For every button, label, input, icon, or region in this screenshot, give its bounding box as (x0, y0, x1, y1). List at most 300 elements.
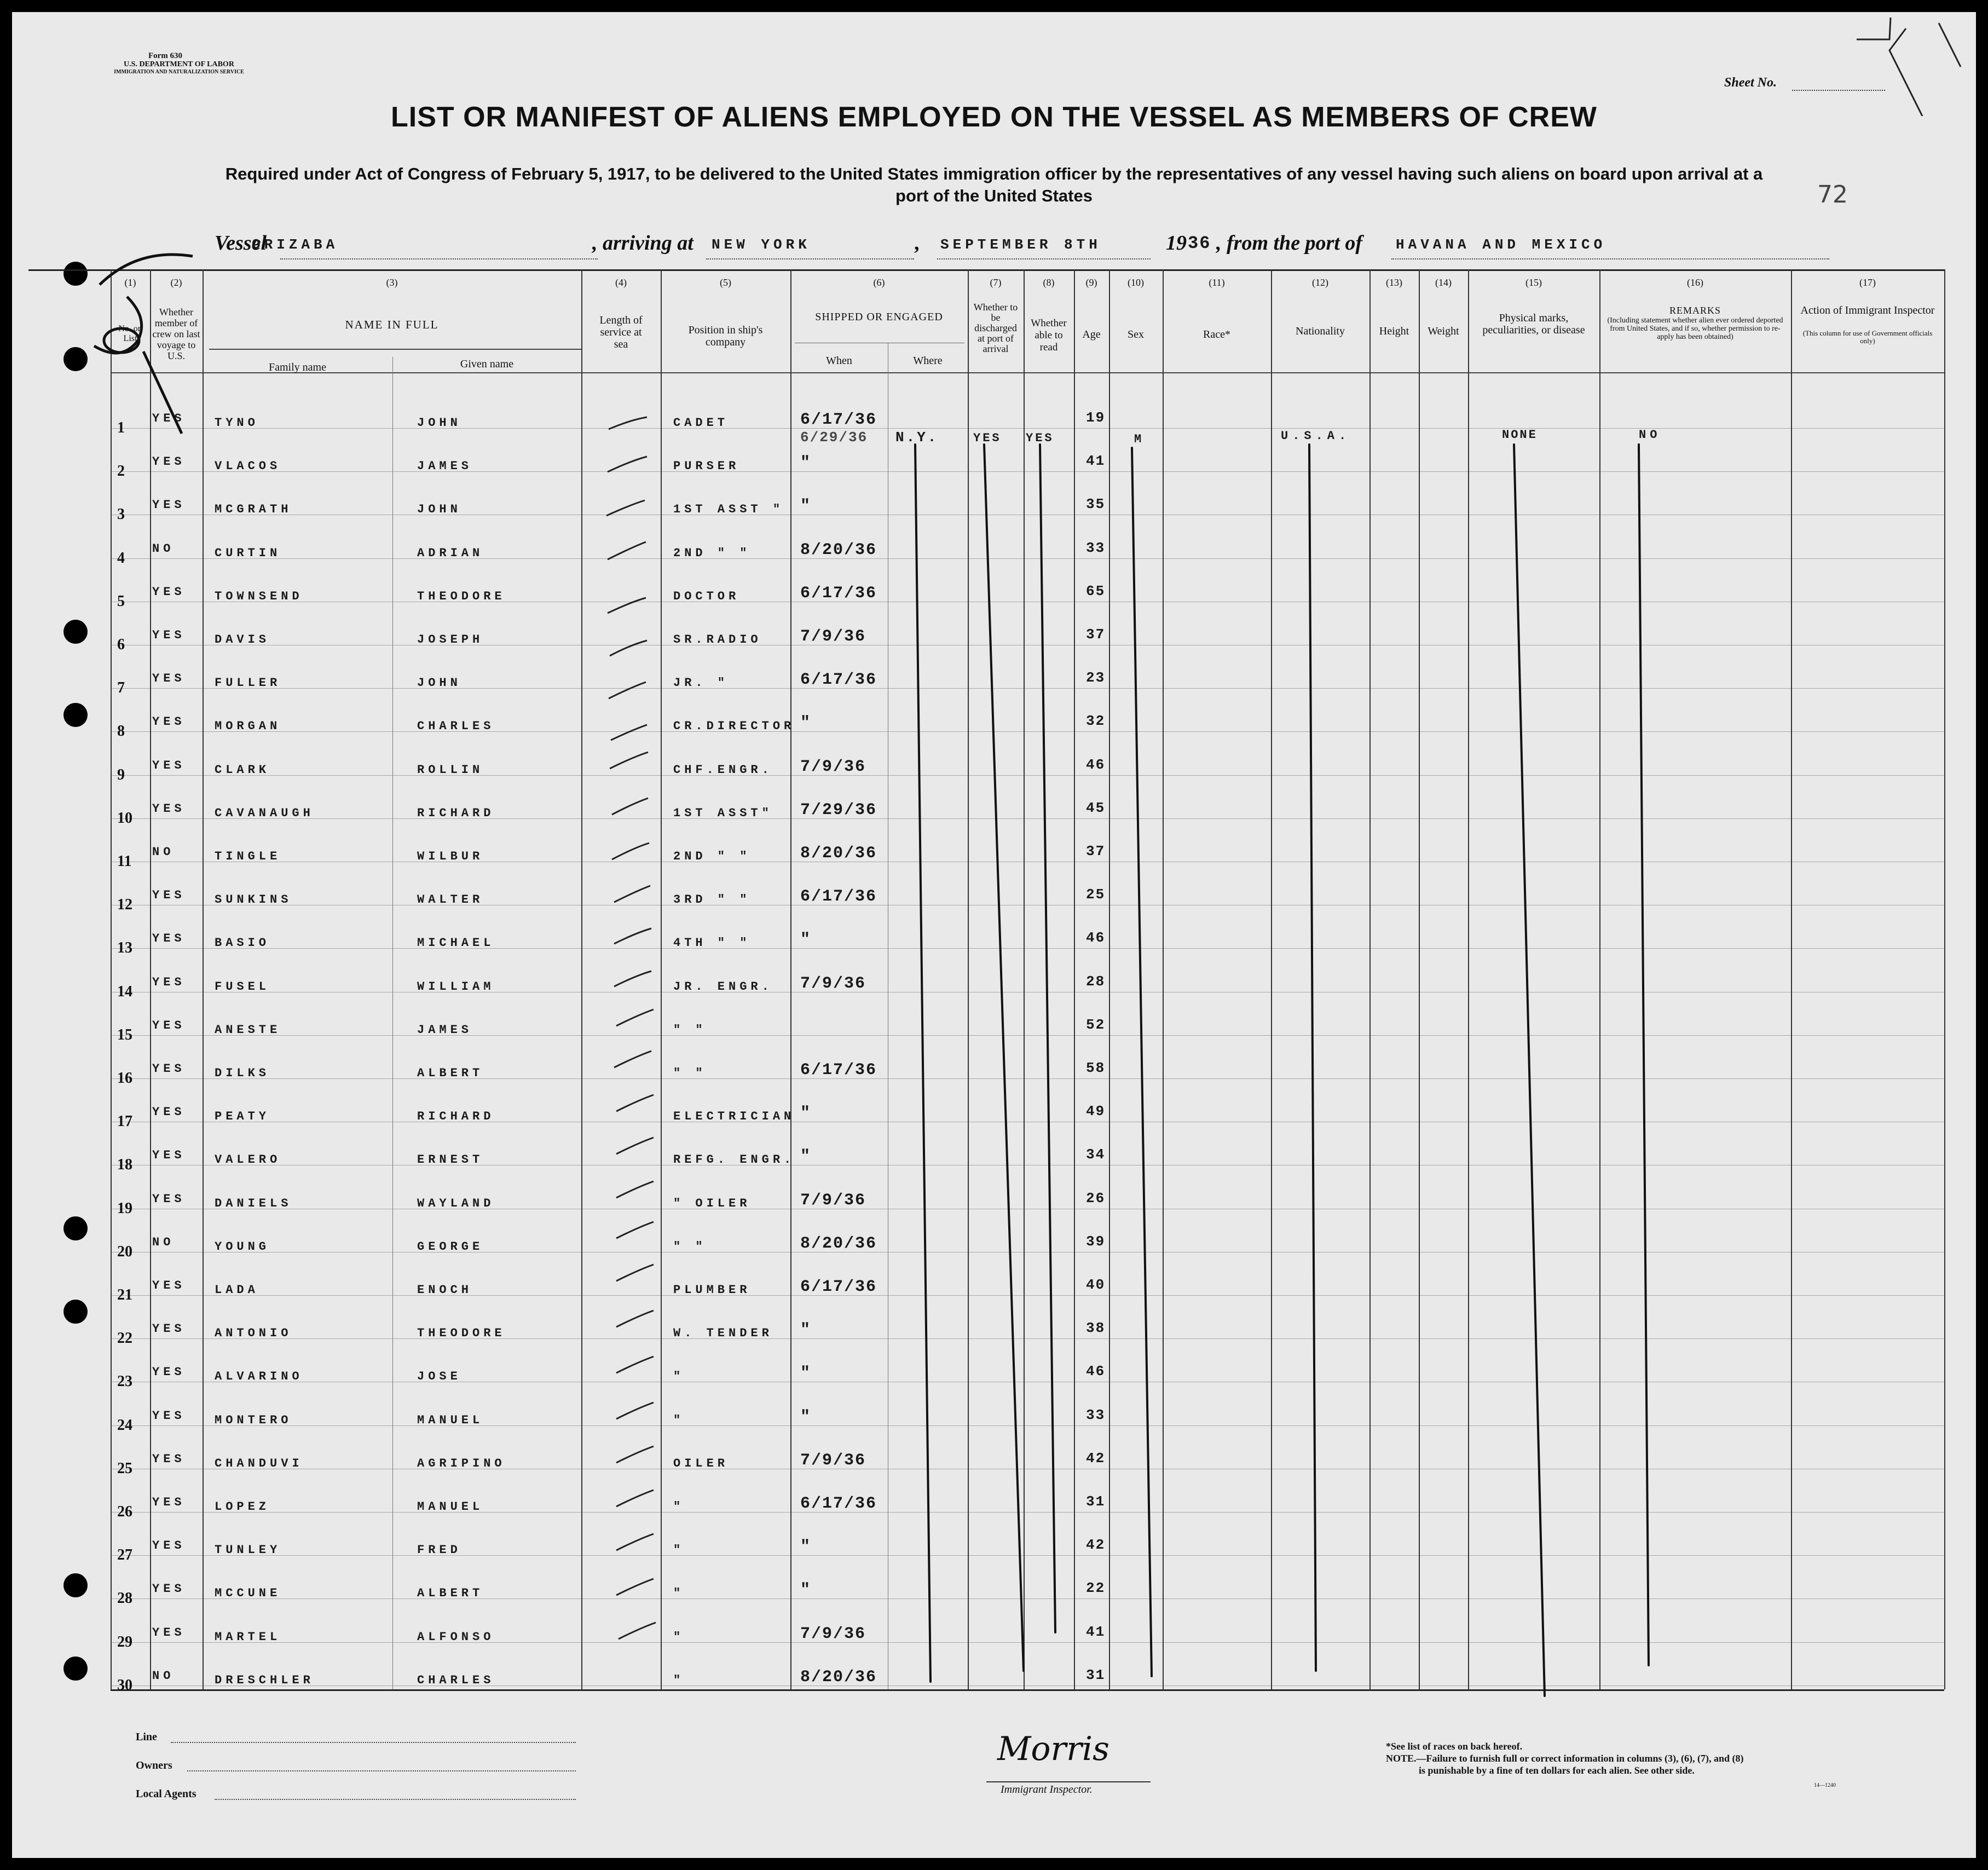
footer-owners-label: Owners (136, 1759, 172, 1771)
row-given-name: JOHN (417, 416, 461, 430)
row-position: " (673, 1500, 685, 1514)
row-position: 2ND " " (673, 546, 751, 560)
row-age: 46 (1086, 757, 1106, 773)
col-header-height: Height (1379, 325, 1409, 337)
ditto-line-read (1040, 445, 1055, 1632)
form-number: Form 630 (148, 51, 183, 60)
row1-nationality: U.S.A. (1281, 429, 1351, 443)
row-shipped-when: " (800, 1581, 812, 1600)
col-header-given-name: Given name (460, 358, 514, 370)
row-position: ELECTRICIAN (673, 1110, 795, 1123)
col-number: (15) (1525, 277, 1542, 288)
row-given-name: WILBUR (417, 850, 484, 863)
row-given-name: ADRIAN (417, 546, 484, 560)
col-header-length-of-service: Length of service at sea (599, 314, 643, 350)
row-shipped-when: 6/17/36 (800, 671, 877, 689)
row-given-name: ENOCH (417, 1283, 473, 1297)
col-number: (11) (1209, 277, 1225, 288)
row-age: 46 (1086, 930, 1106, 946)
arriving-port: NEW YORK (712, 236, 811, 253)
form-title: LIST OR MANIFEST OF ALIENS EMPLOYED ON THE VESSEL AS MEMBERS OF CREW (391, 101, 1597, 133)
row-position: PLUMBER (673, 1283, 751, 1297)
row-crew-member: NO (152, 1669, 175, 1683)
row-number: 4 (117, 550, 125, 567)
row-given-name: MICHAEL (417, 936, 495, 950)
row-crew-member: YES (152, 1539, 186, 1552)
row-family-name: DILKS (215, 1066, 270, 1080)
col-number: (8) (1043, 277, 1055, 288)
row-age: 19 (1086, 409, 1106, 426)
row-age: 33 (1086, 540, 1106, 556)
row-family-name: LADA (215, 1283, 259, 1297)
col-header-remarks: REMARKS (1669, 305, 1721, 316)
col-number: (13) (1386, 277, 1402, 288)
row-age: 31 (1086, 1667, 1106, 1683)
row-age: 22 (1086, 1580, 1106, 1596)
row-position: " (673, 1586, 685, 1600)
col-header-nationality: Nationality (1296, 325, 1345, 337)
row-crew-member: NO (152, 542, 175, 556)
col-header-name-in-full: NAME IN FULL (345, 318, 439, 331)
row-shipped-when: " (800, 1408, 812, 1427)
row-position: 4TH " " (673, 936, 751, 950)
row-crew-member: YES (152, 1148, 186, 1162)
row-position: " (673, 1543, 685, 1557)
row-number: 29 (117, 1634, 132, 1650)
row-crew-member: YES (152, 1279, 186, 1292)
row-age: 32 (1086, 713, 1106, 729)
row-number: 9 (117, 766, 125, 783)
row-shipped-when: 8/20/36 (800, 1234, 877, 1253)
manifest-sheet (12, 12, 1976, 1858)
row-shipped-when: 8/20/36 (800, 1668, 877, 1687)
row-age: 25 (1086, 886, 1106, 903)
row-age: 39 (1086, 1233, 1106, 1250)
col-number: (4) (615, 277, 627, 288)
row-family-name: TYNO (215, 416, 259, 430)
row-crew-member: YES (152, 585, 186, 599)
row-position: 3RD " " (673, 893, 751, 907)
row-given-name: FRED (417, 1543, 461, 1557)
row-crew-member: YES (152, 498, 186, 512)
row-given-name: WAYLAND (417, 1197, 495, 1210)
ditto-lines (12, 12, 1976, 1858)
row-number: 13 (117, 939, 132, 956)
footer-note-2: NOTE.—Failure to furnish full or correct information in columns (3), (6), (7), and (8) (1386, 1753, 1744, 1764)
footer-note-3: is punishable by a fine of ten dollars for each alien. See other side. (1419, 1765, 1695, 1776)
row-shipped-when: " (800, 1104, 812, 1123)
row-family-name: VALERO (215, 1153, 281, 1167)
row-position: " (673, 1413, 685, 1427)
row-number: 5 (117, 593, 125, 610)
row-number: 7 (117, 679, 125, 696)
row-age: 40 (1086, 1277, 1106, 1293)
row-position: CR.DIRECTOR (673, 719, 795, 733)
row-crew-member: NO (152, 1236, 175, 1249)
row-shipped-when: " (800, 1538, 812, 1556)
row1-when-overwrite: 6/29/36 (800, 429, 868, 446)
row-given-name: MANUEL (417, 1413, 484, 1427)
inspector-label: Immigrant Inspector. (1001, 1784, 1093, 1796)
row-crew-member: YES (152, 1192, 186, 1206)
row-age: 28 (1086, 973, 1106, 990)
col-header-crew-member: Whether member of crew on last voyage to U.S. (152, 307, 200, 361)
row-number: 27 (117, 1546, 132, 1563)
row-number: 30 (117, 1677, 132, 1694)
row-family-name: LOPEZ (215, 1500, 270, 1514)
col-header-remarks-note: (Including statement whether alien ever ordered deported from United States, and if so, whether permission to re-apply has been obtained) (1607, 316, 1783, 341)
ditto-line-remarks (1639, 445, 1649, 1665)
row-given-name: JAMES (417, 1023, 473, 1037)
row-age: 41 (1086, 453, 1106, 469)
row-family-name: SUNKINS (215, 893, 292, 907)
row-age: 42 (1086, 1537, 1106, 1553)
row-age: 31 (1086, 1493, 1106, 1510)
row-crew-member: YES (152, 802, 186, 816)
row-shipped-when: 6/17/36 (800, 1494, 877, 1513)
row-number: 26 (117, 1503, 132, 1520)
col-header-race: Race* (1203, 328, 1230, 340)
row-shipped-when: 7/9/36 (800, 758, 866, 776)
year-suffix: 36 (1188, 233, 1211, 253)
row-family-name: MORGAN (215, 719, 281, 733)
row-shipped-when: " (800, 714, 812, 732)
row-position: PURSER (673, 459, 740, 473)
row-position: 2ND " " (673, 850, 751, 863)
row-crew-member: YES (152, 1626, 186, 1640)
row-crew-member: YES (152, 888, 186, 902)
ditto-line-physical (1514, 445, 1545, 1696)
row-number: 6 (117, 636, 125, 653)
row-family-name: MCGRATH (215, 503, 292, 516)
row-family-name: FULLER (215, 676, 281, 690)
row-crew-member: YES (152, 976, 186, 989)
row-age: 58 (1086, 1060, 1106, 1076)
row-shipped-when: 6/17/36 (800, 411, 877, 429)
row-given-name: ALBERT (417, 1066, 484, 1080)
row-given-name: RICHARD (417, 1110, 495, 1123)
row-position: SR.RADIO (673, 633, 762, 647)
row-age: 33 (1086, 1407, 1106, 1423)
row-shipped-when: 7/29/36 (800, 801, 877, 819)
row-family-name: TINGLE (215, 850, 281, 863)
from-port: HAVANA AND MEXICO (1396, 236, 1606, 253)
row-number: 10 (117, 810, 132, 827)
row-age: 46 (1086, 1363, 1106, 1380)
row-family-name: DANIELS (215, 1197, 292, 1210)
col-header-action-inspector: Action of Immigrant Inspector (1800, 304, 1935, 316)
row1-read: YES (1026, 431, 1054, 445)
row1-discharged: YES (973, 431, 1002, 445)
row-family-name: DRESCHLER (215, 1673, 314, 1687)
row-crew-member: YES (152, 932, 186, 945)
col-number: (6) (873, 277, 885, 288)
row-family-name: DAVIS (215, 633, 270, 647)
row-age: 49 (1086, 1103, 1106, 1119)
signature-rule (986, 1781, 1151, 1782)
row-shipped-when: 7/9/36 (800, 1191, 866, 1210)
row-given-name: JAMES (417, 459, 473, 473)
row-crew-member: YES (152, 1409, 186, 1423)
row-given-name: JOSE (417, 1370, 461, 1383)
row-family-name: BASIO (215, 936, 270, 950)
vessel-name: ORIZABA (252, 236, 339, 253)
row-crew-member: YES (152, 759, 186, 772)
row-shipped-when: 8/20/36 (800, 541, 877, 559)
row-number: 22 (117, 1330, 132, 1347)
row-number: 2 (117, 463, 125, 480)
row-family-name: CLARK (215, 763, 270, 777)
footer-note-1: *See list of races on back hereof. (1386, 1741, 1523, 1752)
row-family-name: CURTIN (215, 546, 281, 560)
form-subtitle-1: Required under Act of Congress of February 5, 1917, to be delivered to the United States immigration officer by the representatives of any vessel having such aliens on board upon arrival at a (225, 164, 1763, 183)
col-number: (2) (170, 277, 182, 288)
col-header-physical-marks: Physical marks, peculiarities, or disease (1482, 312, 1585, 336)
row-position: 1ST ASST " (673, 503, 784, 516)
row-given-name: ALBERT (417, 1586, 484, 1600)
col-number: (3) (386, 277, 398, 288)
row-crew-member: YES (152, 1582, 186, 1596)
footer-agents-label: Local Agents (136, 1788, 197, 1800)
row-family-name: MONTERO (215, 1413, 292, 1427)
col-number: (5) (720, 277, 731, 288)
row-shipped-when: 7/9/36 (800, 1625, 866, 1643)
row-given-name: JOSEPH (417, 633, 484, 647)
row-family-name: MCCUNE (215, 1586, 281, 1600)
row-crew-member: YES (152, 412, 186, 425)
col-header-weight: Weight (1428, 325, 1459, 337)
row-number: 14 (117, 983, 132, 1000)
col-number: (10) (1128, 277, 1144, 288)
row-crew-member: YES (152, 1019, 186, 1032)
col-number: (16) (1687, 277, 1703, 288)
arrival-date: SEPTEMBER 8TH (940, 236, 1101, 253)
row-age: 26 (1086, 1190, 1106, 1207)
row-given-name: CHARLES (417, 719, 495, 733)
row-age: 65 (1086, 583, 1106, 599)
row-shipped-when: 7/9/36 (800, 627, 866, 646)
row-crew-member: YES (152, 1105, 186, 1119)
row-shipped-when: 6/17/36 (800, 584, 877, 603)
row-crew-member: YES (152, 1452, 186, 1466)
row1-remarks: NO (1639, 428, 1661, 442)
row-number: 17 (117, 1113, 132, 1130)
row-family-name: FUSEL (215, 980, 270, 994)
row-position: DOCTOR (673, 590, 740, 603)
footer-line-label: Line (136, 1731, 157, 1743)
arriving-label: , arriving at (592, 232, 694, 255)
row-given-name: JOHN (417, 503, 461, 516)
footer-line-rule (171, 1742, 576, 1744)
row-family-name: MARTEL (215, 1630, 281, 1644)
year-prefix: 19 (1166, 232, 1187, 255)
row-position: REFG. ENGR. (673, 1153, 795, 1167)
row-given-name: AGRIPINO (417, 1457, 506, 1470)
service: IMMIGRATION AND NATURALIZATION SERVICE (114, 69, 244, 75)
col-header-no-on-list: No. on List (118, 324, 142, 343)
col-number: (9) (1085, 277, 1097, 288)
row-family-name: ANTONIO (215, 1326, 292, 1340)
row-number: 1 (117, 419, 125, 436)
ditto-line-discharged (984, 445, 1024, 1671)
from-label: , from the port of (1216, 232, 1363, 255)
row-shipped-when: 6/17/36 (800, 887, 877, 906)
row-family-name: PEATY (215, 1110, 270, 1123)
row-position: CADET (673, 416, 729, 430)
row-family-name: CHANDUVI (215, 1457, 303, 1470)
row-number: 16 (117, 1070, 132, 1087)
col-number: (17) (1859, 277, 1876, 288)
row-family-name: TUNLEY (215, 1543, 281, 1557)
vessel-label: Vessel (215, 232, 267, 255)
ditto-line-where (915, 445, 931, 1682)
row-shipped-when: 6/17/36 (800, 1278, 877, 1296)
row-given-name: GEORGE (417, 1240, 484, 1254)
row1-sex: M (1134, 432, 1146, 446)
page-number: 72 (1817, 181, 1848, 209)
row-position: CHF.ENGR. (673, 763, 773, 777)
service-ticks (606, 417, 656, 1639)
col-header-family-name: Family name (269, 361, 326, 373)
col-header-shipped-engaged: SHIPPED OR ENGAGED (815, 311, 943, 323)
row-crew-member: YES (152, 1062, 186, 1076)
col-header-action-note: (This column for use of Government officials only) (1802, 329, 1933, 345)
row-position: JR. ENGR. (673, 980, 773, 994)
row-given-name: WILLIAM (417, 980, 495, 994)
row-given-name: MANUEL (417, 1500, 484, 1514)
col-header-where: Where (913, 355, 943, 367)
row-shipped-when: " (800, 1364, 812, 1383)
row-crew-member: YES (152, 672, 186, 685)
col-header-position: Position in ship's company (688, 324, 763, 348)
row-family-name: YOUNG (215, 1240, 270, 1254)
row-crew-member: YES (152, 1496, 186, 1509)
row-age: 45 (1086, 800, 1106, 816)
row-given-name: CHARLES (417, 1673, 495, 1687)
col-header-age: Age (1082, 328, 1101, 340)
row-shipped-when: 8/20/36 (800, 844, 877, 863)
row-crew-member: YES (152, 715, 186, 729)
col-header-sex: Sex (1128, 328, 1144, 340)
row-position: " " (673, 1023, 707, 1037)
row-shipped-when: " (800, 497, 812, 516)
row-position: 1ST ASST" (673, 806, 773, 820)
col-number: (1) (124, 277, 136, 288)
row1-physical: NONE (1502, 428, 1538, 442)
row-position: W. TENDER (673, 1326, 773, 1340)
row-position: " (673, 1370, 685, 1383)
row-given-name: RICHARD (417, 806, 495, 820)
row-family-name: CAVANAUGH (215, 806, 314, 820)
row-shipped-when: 7/9/36 (800, 1451, 866, 1470)
row-number: 18 (117, 1156, 132, 1173)
ditto-line-nationality (1309, 445, 1316, 1671)
row-given-name: ALFONSO (417, 1630, 495, 1644)
row-position: " (673, 1673, 685, 1687)
row-family-name: TOWNSEND (215, 590, 303, 603)
corner-marks (1857, 18, 1972, 116)
row-crew-member: NO (152, 845, 175, 859)
row-age: 23 (1086, 669, 1106, 686)
row-age: 37 (1086, 843, 1106, 859)
row-given-name: ROLLIN (417, 763, 484, 777)
col-number: (14) (1435, 277, 1452, 288)
row-number: 20 (117, 1243, 132, 1260)
row-position: " " (673, 1066, 707, 1080)
col-header-able-to-read: Whether able to read (1031, 318, 1067, 353)
form-subtitle-2: port of the United States (895, 186, 1093, 205)
row-age: 42 (1086, 1450, 1106, 1467)
row-position: OILER (673, 1457, 729, 1470)
comma: , (914, 232, 920, 255)
sheet-label: Sheet No. (1724, 76, 1777, 90)
department: U.S. DEPARTMENT OF LABOR (124, 60, 234, 68)
row1-where: N.Y. (895, 429, 939, 446)
row-number: 8 (117, 723, 125, 740)
row-number: 25 (117, 1460, 132, 1477)
row-shipped-when: 6/17/36 (800, 1061, 877, 1080)
row-number: 28 (117, 1590, 132, 1607)
row-crew-member: YES (152, 455, 186, 469)
row-number: 3 (117, 506, 125, 523)
row-number: 11 (117, 853, 132, 870)
row-age: 38 (1086, 1320, 1106, 1336)
row-position: " " (673, 1240, 707, 1254)
row-position: JR. " (673, 676, 729, 690)
row-number: 15 (117, 1026, 132, 1043)
row-age: 34 (1086, 1146, 1106, 1163)
row-given-name: JOHN (417, 676, 461, 690)
check-mark (94, 255, 193, 434)
footer-agents-rule (215, 1799, 576, 1800)
row-age: 35 (1086, 496, 1106, 512)
row-number: 19 (117, 1200, 132, 1217)
footer-owners-rule (187, 1770, 576, 1772)
row-crew-member: YES (152, 1365, 186, 1379)
row-position: " OILER (673, 1197, 751, 1210)
row-number: 23 (117, 1373, 132, 1390)
row-age: 37 (1086, 626, 1106, 643)
row-shipped-when: " (800, 1321, 812, 1340)
row-age: 41 (1086, 1624, 1106, 1640)
row-shipped-when: " (800, 1147, 812, 1166)
col-number: (7) (990, 277, 1002, 288)
row-family-name: ANESTE (215, 1023, 281, 1037)
row-given-name: WALTER (417, 893, 484, 907)
row-family-name: ALVARINO (215, 1370, 303, 1383)
row-age: 52 (1086, 1017, 1106, 1033)
row-position: " (673, 1630, 685, 1644)
col-header-when: When (826, 355, 852, 367)
row-number: 24 (117, 1417, 132, 1434)
row-crew-member: YES (152, 1322, 186, 1336)
inspector-signature: Morris (997, 1730, 1109, 1768)
col-number: (12) (1312, 277, 1328, 288)
row-given-name: THEODORE (417, 590, 506, 603)
print-code: 14—1240 (1814, 1782, 1836, 1788)
row-crew-member: YES (152, 628, 186, 642)
row-shipped-when: " (800, 931, 812, 949)
row-shipped-when: 7/9/36 (800, 974, 866, 993)
row-shipped-when: " (800, 454, 812, 472)
row-number: 21 (117, 1286, 132, 1303)
row-family-name: VLACOS (215, 459, 281, 473)
row-given-name: THEODORE (417, 1326, 506, 1340)
ditto-line-sex (1132, 448, 1152, 1676)
row-given-name: ERNEST (417, 1153, 484, 1167)
col-header-discharged: Whether to be discharged at port of arrival (973, 302, 1018, 354)
row-number: 12 (117, 896, 132, 913)
